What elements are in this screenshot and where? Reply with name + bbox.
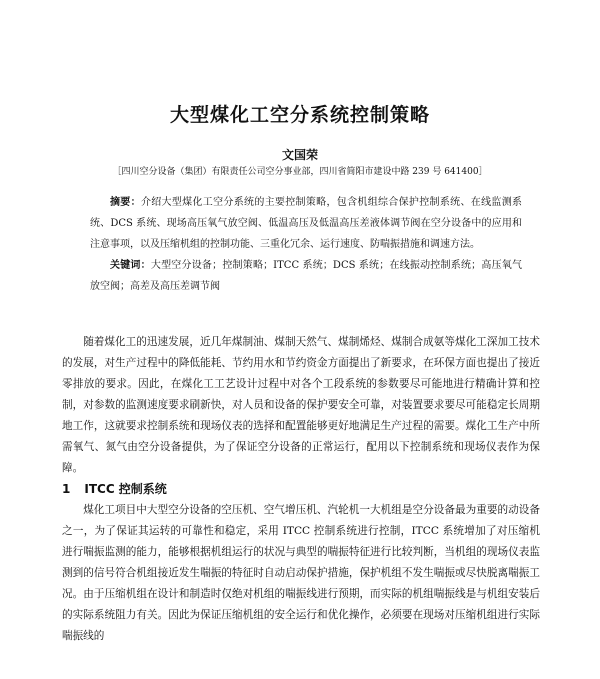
intro-paragraph: 随着煤化工的迅速发展，近几年煤制油、煤制天然气、煤制烯烃、煤制合成氨等煤化工深加工技术的发展，对生产过程中的降低能耗、节约用水和节约资金方面提出了新要求，在环保方面也提出了接近零排放的要求。因此，在煤化工工艺设计过程中对各个工段系统的参数要尽可能地进行精确计算和控制，对参数的监测速度要求刷新快，对人员和设备的保护要安全可靠，对装置要求要尽可能稳定长周期地工作，这就要求控制系统和现场仪表的选择和配置能够更好地满足生产过程的需要。煤化工生产中所需氧气、氮气由空分设备提供，为了保证空分设备的正常运行，配用以下控制系统和现场仪表作为保障。 <box>62 336 540 474</box>
abstract-label: 摘要： <box>110 197 141 208</box>
abstract-paragraph <box>90 192 522 255</box>
section-title: ITCC 控制系统 <box>84 482 167 496</box>
paper-title: 大型煤化工空分系统控制策略 <box>169 104 430 126</box>
author-affiliation: ［四川空分设备（集团）有限责任公司空分事业部，四川省简阳市建设中路 239 号 641400］ <box>112 167 488 177</box>
keywords-paragraph <box>90 255 522 297</box>
keywords-label: 关键词： <box>110 260 151 271</box>
body-text <box>62 332 540 647</box>
author-name: 文国荣 <box>281 148 318 162</box>
abstract-text: 介绍大型煤化工空分系统的主要控制策略，包含机组综合保护控制系统、在线监测系统、DCS 系统、现场高压氧气放空阀、低温高压及低温高压差液体调节阀在空分设备中的应用和注意事项，以及压缩机组的控制功能、三重化冗余、运行速度、防喘振措施和调速方法。 <box>90 197 523 250</box>
abstract-block <box>90 192 522 297</box>
section-heading <box>62 479 540 500</box>
keywords-text: 大型空分设备；控制策略；ITCC 系统；DCS 系统；在线振动控制系统；高压氧气放空阀；高差及高压差调节阀 <box>90 260 523 292</box>
section-number: 1 <box>62 482 71 496</box>
section-paragraph: 煤化工项目中大型空分设备的空压机、空气增压机、汽轮机一大机组是空分设备最为重要的动设备之一，为了保证其运转的可靠性和稳定，采用 ITCC 控制系统进行控制，ITCC 系统增加了对压缩机进行喘振监测的能力，能够根据机组运行的状况与典型的喘振特征进行比较判断，当机组的现场仪表监测到的信号符合机组接近发生喘振的特征时自动启动保护措施，保护机组不发生喘振或尽快脱离喘振工况。由于压缩机组在设计和制造时仅绝对机组的喘振线进行预期，而实际的机组喘振线是与机组安装后的实际系统阻力有关。因此为保证压缩机组的安全运行和优化操作，必须要在现场对压缩机组进行实际喘振线的 <box>62 504 540 642</box>
